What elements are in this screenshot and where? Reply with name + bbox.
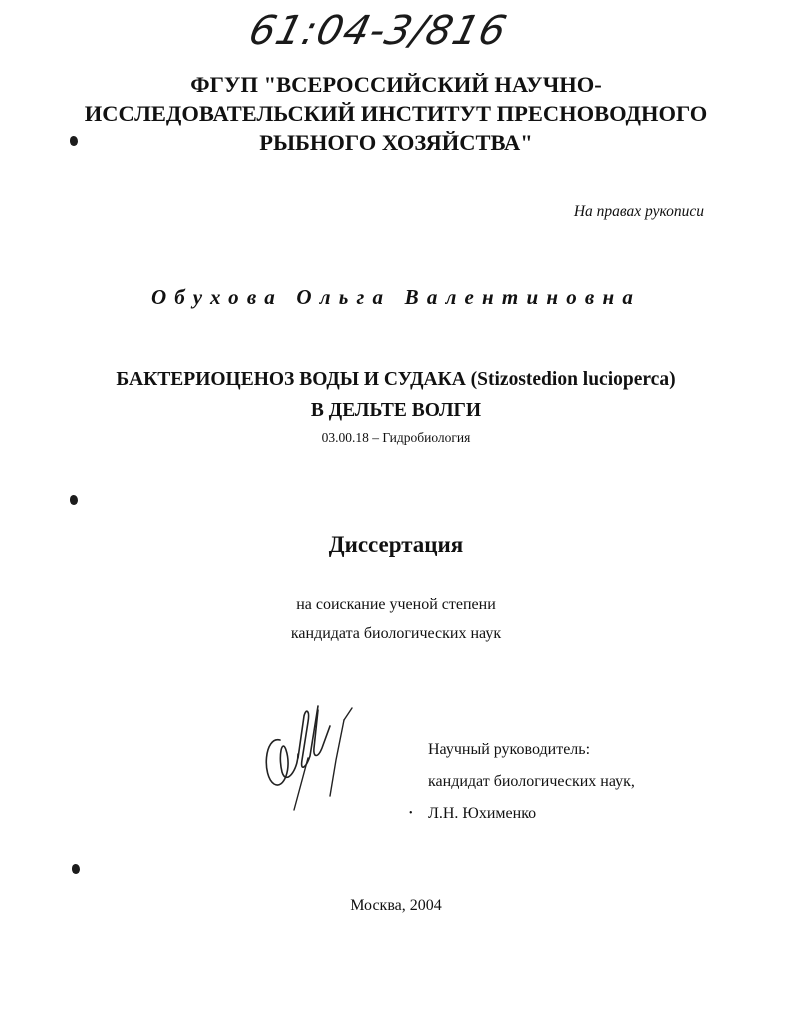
binding-mark-3 — [72, 864, 80, 874]
specialty-code: 03.00.18 – Гидробиология — [321, 430, 471, 445]
city-year: Москва, 2004 — [350, 897, 442, 914]
dissertation-title — [0, 364, 792, 426]
signature — [258, 698, 358, 818]
binding-mark-1 — [70, 136, 78, 146]
title-line-2: В ДЕЛЬТЕ ВОЛГИ — [310, 400, 482, 421]
supervisor-line-2: кандидат биологических наук, — [428, 773, 635, 790]
degree-statement — [0, 590, 792, 648]
archive-code: 61:04-3/816 — [244, 8, 512, 54]
supervisor-block — [409, 734, 635, 830]
institution-line-3: РЫБНОГО ХОЗЯЙСТВА" — [259, 130, 533, 155]
supervisor-line-1: Научный руководитель: — [428, 741, 591, 758]
institution-header — [0, 70, 792, 157]
supervisor-line-3: Л.Н. Юхименко — [428, 805, 537, 822]
degree-line-1: на соискание ученой степени — [296, 596, 496, 613]
rights-note: На правах рукописи — [573, 203, 704, 220]
title-line-1: БАКТЕРИОЦЕНОЗ ВОДЫ И СУДАКА (Stizostedion lucioperca) — [116, 369, 676, 390]
document-type: Диссертация — [328, 532, 464, 557]
binding-mark-2 — [70, 495, 78, 505]
degree-line-2: кандидата биологических наук — [290, 625, 502, 642]
dot-mark: • — [409, 808, 413, 819]
institution-line-1: ФГУП "ВСЕРОССИЙСКИЙ НАУЧНО- — [190, 72, 602, 97]
institution-line-2: ИССЛЕДОВАТЕЛЬСКИЙ ИНСТИТУТ ПРЕСНОВОДНОГО — [84, 101, 708, 126]
author-name: Обухова Ольга Валентиновна — [150, 285, 642, 309]
